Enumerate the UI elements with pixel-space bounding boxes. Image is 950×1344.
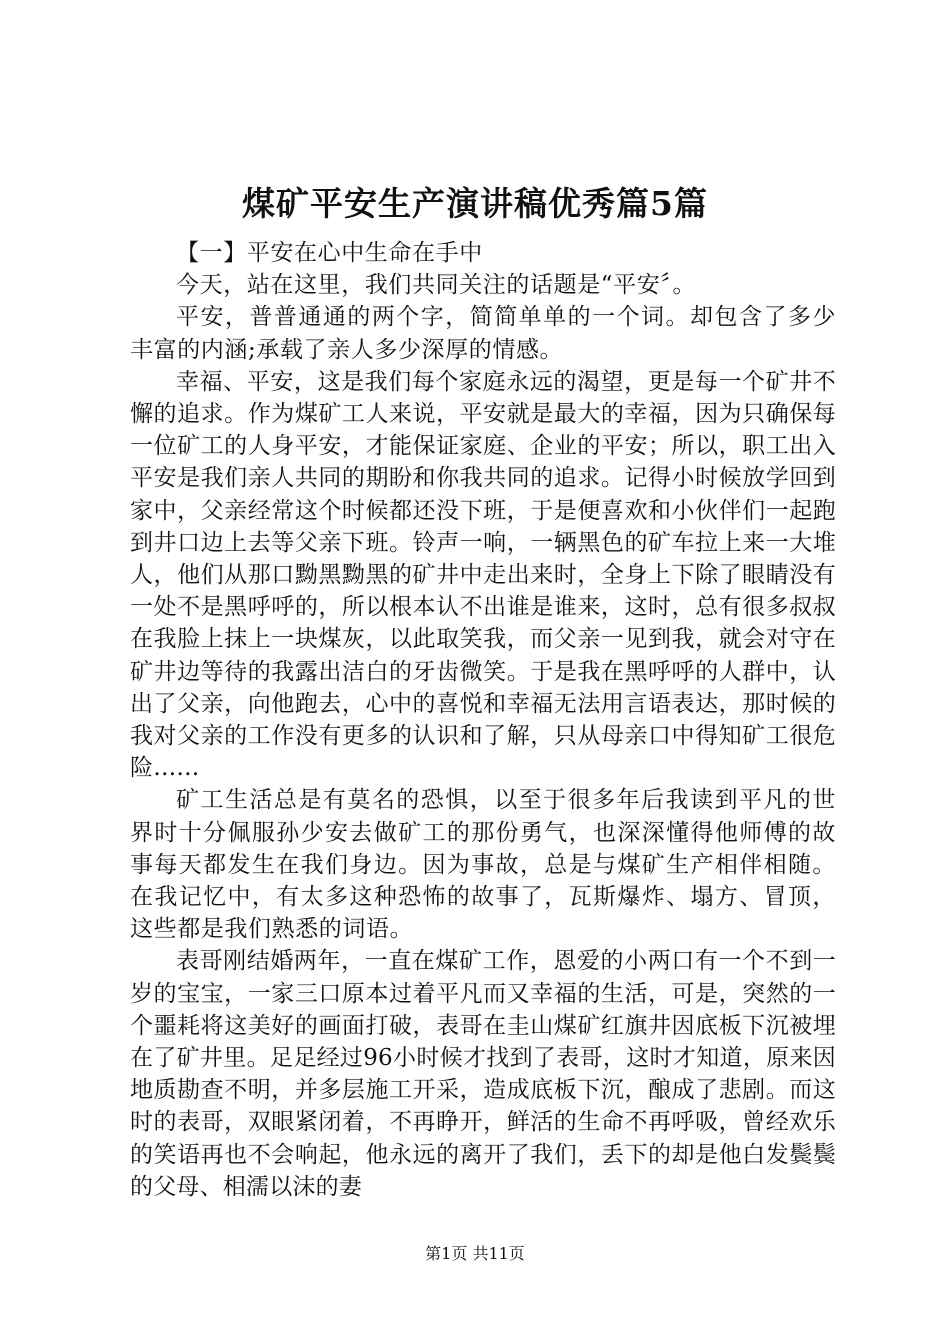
paragraph: 平安，普普通通的两个字，简简单单的一个词。却包含了多少丰富的内涵;承载了亲人多少深厚的情感。 (130, 304, 836, 363)
document-body (130, 237, 836, 1203)
paragraph: 今天，站在这里，我们共同关注的话题是“平安〞。 (176, 272, 697, 299)
document-title: 煤矿平安生产演讲稿优秀篇5篇 (242, 184, 708, 223)
paragraph: 表哥刚结婚两年，一直在煤矿工作，恩爱的小两口有一个不到一岁的宝宝，一家三口原本过着平凡而又幸福的生活，可是，突然的一个噩耗将这美好的画面打破，表哥在圭山煤矿红旗井因底板下沉被埋在了矿井里。足足经过96小时候才找到了表哥，这时才知道，原来因地质勘查不明，并多层施工开采，造成底板下沉，酿成了悲剧。而这时的表哥，双眼紧闭着，不再睁开，鲜活的生命不再呼吸，曾经欢乐的笑语再也不会响起，他永远的离开了我们，丢下的却是他白发鬓鬓的父母、相濡以沫的妻 (130, 948, 836, 1200)
paragraph: 矿工生活总是有莫名的恐惧，以至于很多年后我读到平凡的世界时十分佩服孙少安去做矿工的那份勇气，也深深懂得他师傅的故事每天都发生在我们身边。因为事故，总是与煤矿生产相伴相随。在我记忆中，有太多这种恐怖的故事了，瓦斯爆炸、塌方、冒顶，这些都是我们熟悉的词语。 (130, 787, 836, 943)
paragraph: 幸福、平安，这是我们每个家庭永远的渴望，更是每一个矿井不懈的追求。作为煤矿工人来说，平安就是最大的幸福，因为只确保每一位矿工的人身平安，才能保证家庭、企业的平安；所以，职工出入平安是我们亲人共同的期盼和你我共同的追求。记得小时候放学回到家中，父亲经常这个时候都还没下班，于是便喜欢和小伙伴们一起跑到井口边上去等父亲下班。铃声一响，一辆黑色的矿车拉上来一大堆人，他们从那口黝黑黝黑的矿井中走出来时，全身上下除了眼睛没有一处不是黑呼呼的，所以根本认不出谁是谁来，这时，总有很多叔叔在我脸上抹上一块煤灰，以此取笑我，而父亲一见到我，就会对守在矿井边等待的我露出洁白的牙齿微笑。于是我在黑呼呼的人群中，认出了父亲，向他跑去，心中的喜悦和幸福无法用言语表达，那时候的我对父亲的工作没有更多的认识和了解，只从母亲口中得知矿工很危险…… (130, 368, 836, 782)
section-heading: 【一】平安在心中生命在手中 (176, 240, 483, 266)
page-footer: 第1页 共11页 (425, 1244, 525, 1263)
